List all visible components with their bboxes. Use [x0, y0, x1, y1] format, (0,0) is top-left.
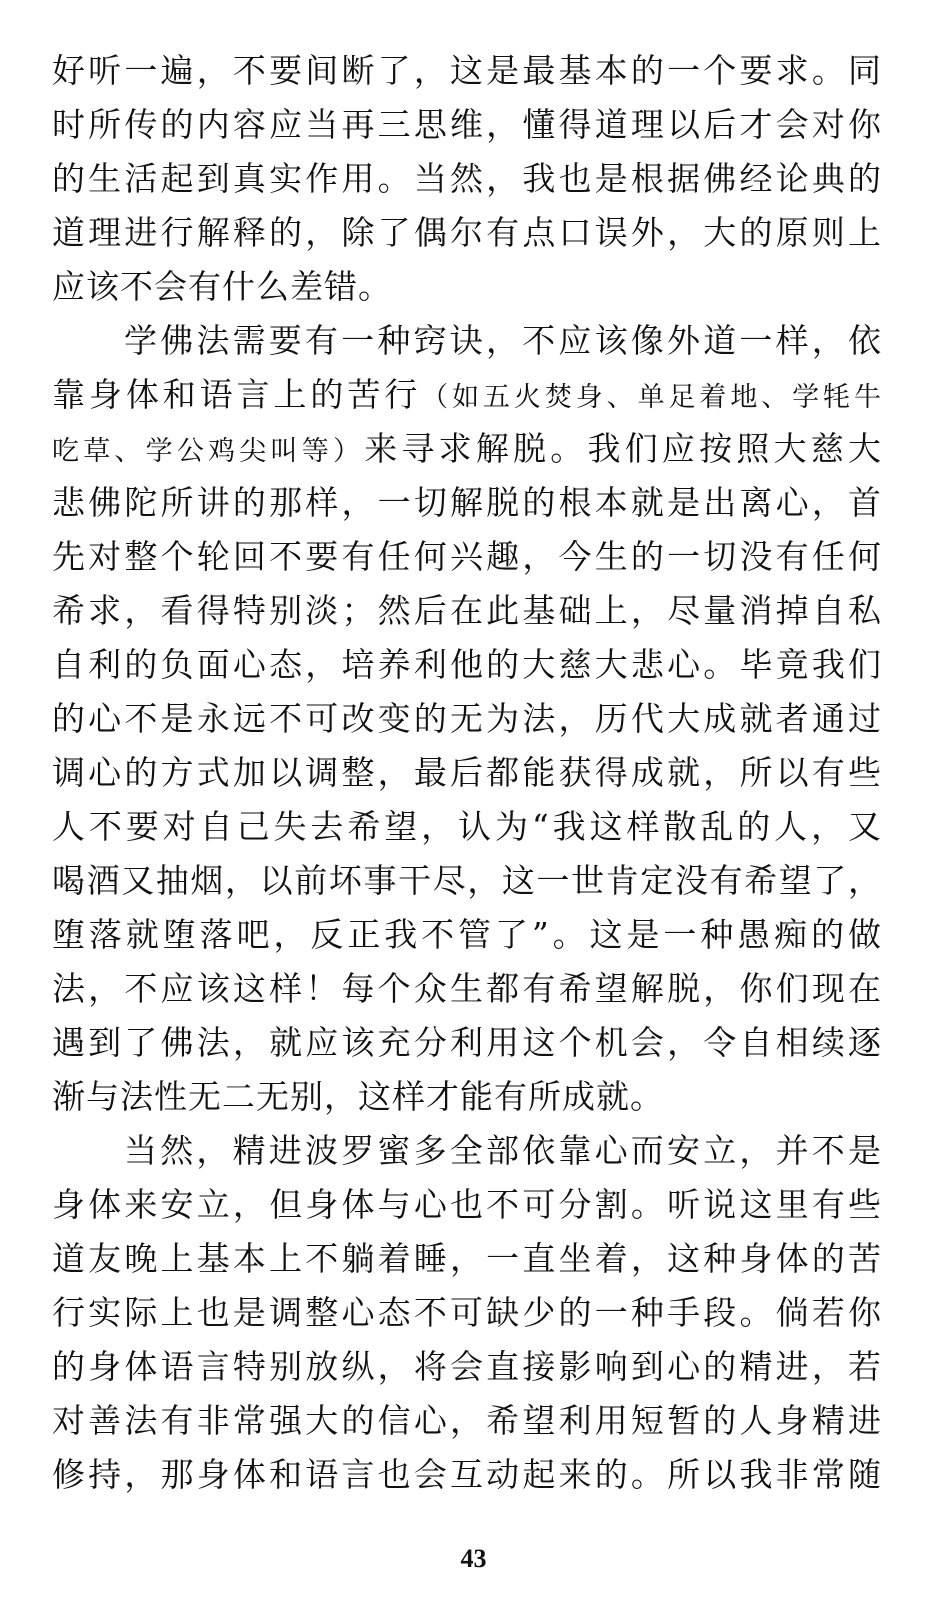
text-line-20: 渐与法性无二无别，这样才能有所成就。 [52, 1077, 664, 1116]
text-line-23: 道友晚上基本上不躺着睡，一直坐着，这种身体的苦 [52, 1239, 882, 1278]
text-line-2: 时所传的内容应当再三思维，懂得道理以后才会对你 [52, 105, 882, 144]
text-line-24: 行实际上也是调整心态不可缺少的一种手段。倘若你 [52, 1293, 882, 1332]
text-line-16: 喝酒又抽烟，以前坏事干尽，这一世肯定没有希望了， [52, 861, 882, 900]
text-line-27: 修持，那身体和语言也会互动起来的。所以我非常随 [52, 1455, 882, 1494]
text-line-7-note: （如五火焚身、单足着地、学牦牛 [421, 382, 882, 413]
text-line-26: 对善法有非常强大的信心，希望利用短暂的人身精进 [52, 1401, 882, 1440]
text-line-10: 先对整个轮回不要有任何兴趣，今生的一切没有任何 [52, 537, 882, 576]
page-number: 43 [460, 1544, 487, 1573]
text-line-12: 自利的负面心态，培养利他的大慈大悲心。毕竟我们 [52, 645, 882, 684]
text-line-1: 好听一遍，不要间断了，这是最基本的一个要求。同 [52, 51, 882, 90]
text-line-8 [52, 422, 882, 476]
text-line-4: 道理进行解释的，除了偶尔有点口误外，大的原则上 [52, 213, 882, 252]
body-text [52, 44, 882, 1502]
text-line-22: 身体来安立，但身体与心也不可分割。听说这里有些 [52, 1185, 882, 1224]
text-line-18: 法，不应该这样！每个众生都有希望解脱，你们现在 [52, 969, 882, 1008]
text-line-9: 悲佛陀所讲的那样，一切解脱的根本就是出离心，首 [52, 483, 882, 522]
text-line-8-main: 来寻求解脱。我们应按照大慈大 [364, 429, 882, 468]
text-line-3: 的生活起到真实作用。当然，我也是根据佛经论典的 [52, 159, 882, 198]
text-line-21: 当然，精进波罗蜜多全部依靠心而安立，并不是 [124, 1131, 882, 1170]
text-line-25: 的身体语言特别放纵，将会直接影响到心的精进，若 [52, 1347, 882, 1386]
text-line-14: 调心的方式加以调整，最后都能获得成就，所以有些 [52, 753, 882, 792]
text-line-5: 应该不会有什么差错。 [52, 267, 392, 306]
text-line-11: 希求，看得特别淡；然后在此基础上，尽量消掉自私 [52, 591, 882, 630]
text-line-13: 的心不是永远不可改变的无为法，历代大成就者通过 [52, 699, 882, 738]
text-line-7-main: 靠身体和语言上的苦行 [52, 375, 422, 414]
text-line-15: 人不要对自己失去希望，认为“我这样散乱的人，又 [52, 807, 882, 846]
text-line-7 [52, 368, 882, 422]
text-line-6: 学佛法需要有一种窍诀，不应该像外道一样，依 [124, 321, 882, 360]
text-line-19: 遇到了佛法，就应该充分利用这个机会，令自相续逐 [52, 1023, 882, 1062]
text-line-8-note: 吃草、学公鸡尖叫等） [52, 436, 365, 467]
text-line-17: 堕落就堕落吧，反正我不管了”。这是一种愚痴的做 [52, 915, 882, 954]
